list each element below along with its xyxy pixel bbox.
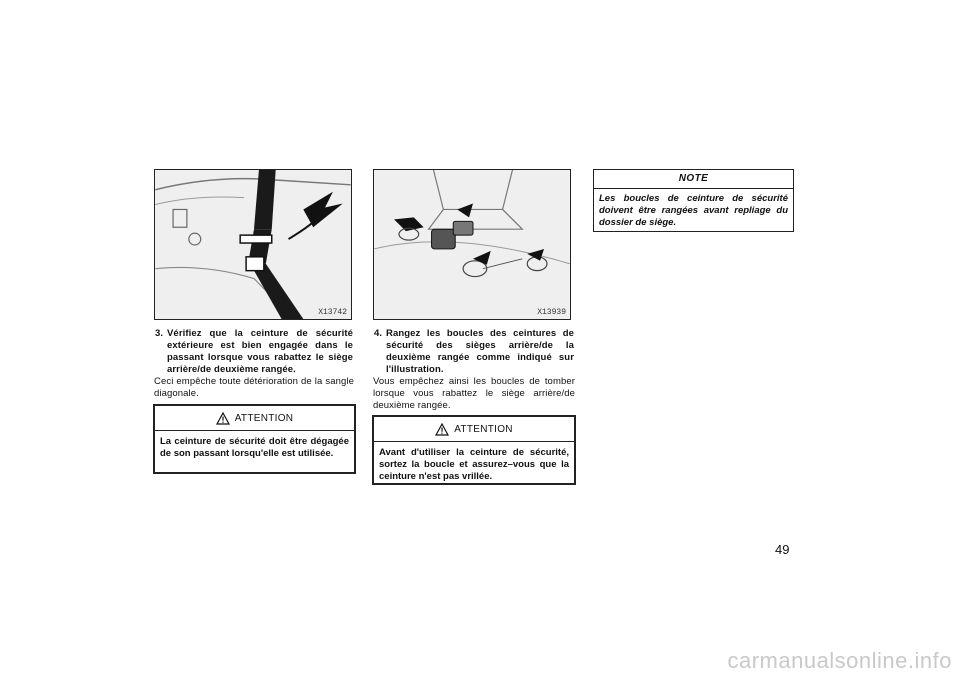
attention-box — [153, 404, 356, 474]
figure-code: X13939 — [537, 308, 566, 317]
attention-header — [374, 417, 574, 442]
note-text: Les boucles de ceinture de sécurité doivent être rangées avant repliage du dossier de siège. — [599, 193, 788, 228]
figure-buckle-storage — [373, 169, 571, 320]
attention-title: ATTENTION — [234, 412, 294, 424]
step-number: 4. — [374, 328, 383, 339]
warning-triangle-icon — [216, 412, 230, 425]
watermark: carmanualsonline.info — [727, 648, 952, 673]
warning-triangle-icon — [435, 423, 449, 436]
step-4 — [374, 328, 574, 376]
attention-header — [155, 406, 354, 431]
note-box — [593, 169, 794, 232]
page-number: 49 — [775, 542, 790, 557]
step-3 — [155, 328, 353, 376]
attention-text: Avant d'utiliser la ceinture de sécurité, sortez la boucle et assurez–vous que la ceinture n'est pas vrillée. — [379, 447, 569, 482]
seat-buckles-illustration-icon — [374, 170, 570, 319]
step-text: Rangez les boucles des ceintures de sécurité des sièges arrière/de la deuxième rangée comme indiqué sur l'illustration. — [386, 328, 574, 375]
body-paragraph: Ceci empêche toute détérioration de la sangle diagonale. — [154, 376, 354, 399]
figure-code: X13742 — [318, 308, 347, 317]
figure-seat-belt-loop — [154, 169, 352, 320]
step-text: Vérifiez que la ceinture de sécurité extérieure est bien engagée dans le passant lorsque vous rabattez le siège arrière/de deuxième rangée. — [167, 328, 353, 375]
body-paragraph: Vous empêchez ainsi les boucles de tomber lorsque vous rabattez le siège arrière/de deuxième rangée. — [373, 376, 575, 411]
attention-title: ATTENTION — [454, 423, 513, 435]
seat-belt-illustration-icon — [155, 170, 351, 319]
attention-box — [372, 415, 576, 485]
step-number: 3. — [155, 328, 164, 339]
attention-text: La ceinture de sécurité doit être dégagée de son passant lorsqu'elle est utilisée. — [160, 436, 349, 459]
note-title: NOTE — [594, 170, 793, 189]
